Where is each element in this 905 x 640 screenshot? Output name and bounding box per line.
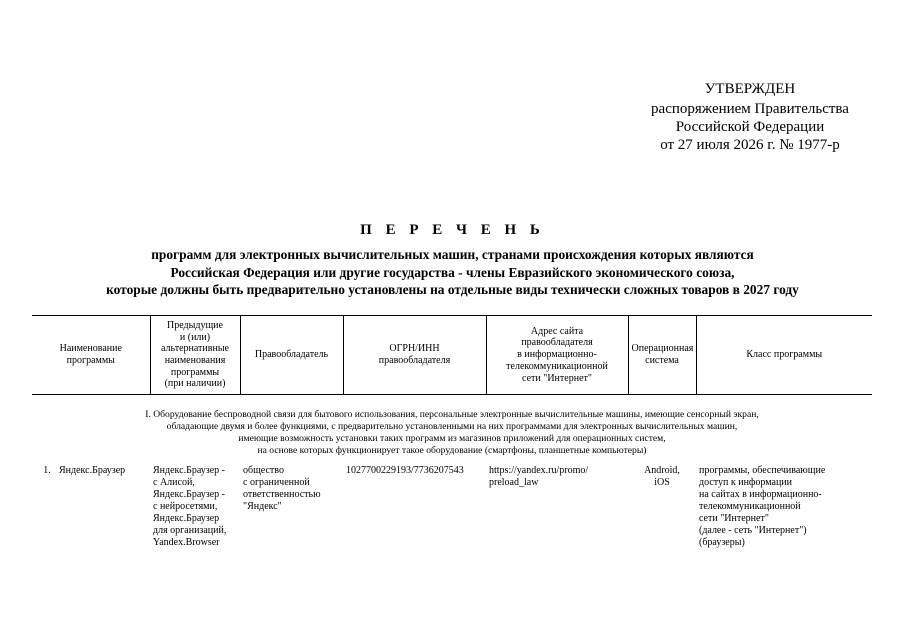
program-name: Яндекс.Браузер [59, 465, 126, 476]
cell-site: https://yandex.ru/promo/ preload_law [489, 465, 589, 488]
section-heading: I. Оборудование беспроводной связи для бытового использования, персональные электронные вычислительные машины, имеющие сенсорный экран, обладающие двумя и более функциями, с предварительно установленными на них программами для электронных вычислительных машин, имеющие возможность установки таких программ из магазинов приложений для операционных систем, на основе которых функционирует такое оборудование (смартфоны, планшетные компьютеры) [145, 409, 759, 456]
cell-class: программы, обеспечивающие доступ к информации на сайтах в информационно- телекоммуникационной сети "Интернет" (далее - сеть "Интернет") (браузеры) [699, 465, 826, 548]
approval-line-1: распоряжением Правительства [651, 101, 849, 117]
cell-ogrn: 1027700229193/7736207543 [346, 465, 464, 476]
software-register-table [32, 315, 872, 551]
subtitle-line: Российская Федерация или другие государства - члены Евразийского экономического союза, [170, 264, 735, 280]
subtitle-line: программ для электронных вычислительных машин, странами происхождения которых являются [151, 247, 754, 262]
cell-holder: общество с ограниченной ответственностью "Яндекс" [243, 465, 321, 512]
row-number: 1. [43, 465, 51, 476]
column-header-holder: Правообладатель [240, 316, 343, 395]
cell-alt-names: Яндекс.Браузер - с Алисой, Яндекс.Браузер - с нейросетями, Яндекс.Браузер для организаций, Yandex.Browser [153, 465, 227, 548]
column-header-class: Класс программы [696, 316, 872, 395]
column-header-ogrn: ОГРН/ИНН правообладателя [343, 316, 486, 395]
approval-line-2: Российской Федерации [675, 119, 825, 135]
cell-os: Android, iOS [644, 465, 680, 488]
document-title: П Е Р Е Ч Е Н Ь [360, 222, 545, 238]
section-heading-row [32, 395, 872, 464]
approval-line-3: от 27 июля 2026 г. № 1977-р [660, 137, 840, 153]
subtitle-line: которые должны быть предварительно установлены на отдельные виды технически сложных товаров в 2027 году [106, 282, 799, 297]
column-header-site: Адрес сайта правообладателя в информационно- телекоммуникационной сети "Интернет" [486, 316, 628, 395]
cell-name [32, 463, 150, 551]
approval-block [630, 80, 870, 154]
column-header-alt-names: Предыдущие и (или) альтернативные наименования программы (при наличии) [150, 316, 240, 395]
table-row [32, 463, 872, 551]
approval-stamp-title: УТВЕРЖДЕН [704, 81, 796, 97]
column-header-name: Наименование программы [32, 316, 150, 395]
column-header-os: Операционная система [628, 316, 696, 395]
document-subtitle [30, 246, 875, 299]
table-header-row [32, 316, 872, 395]
